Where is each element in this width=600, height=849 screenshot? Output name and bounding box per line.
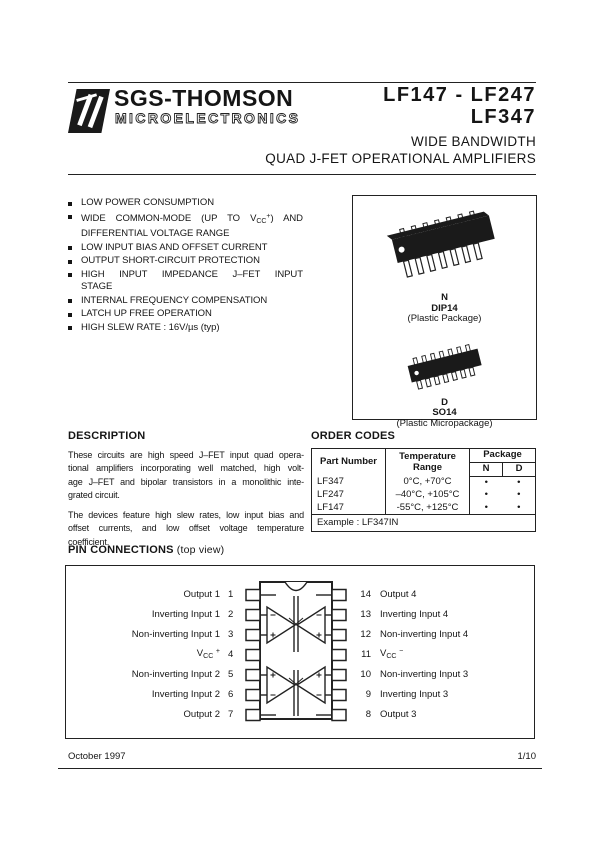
pin-number: 4	[228, 648, 234, 660]
part-line-1: LF147 - LF247	[383, 84, 536, 106]
footer-rule	[58, 768, 542, 769]
page-footer	[68, 751, 536, 762]
part-numbers	[383, 84, 536, 128]
bullet-square-icon	[68, 246, 72, 250]
pin-number: 7	[228, 708, 234, 720]
pin-label: Inverting Input 3	[380, 688, 449, 700]
pin-number: 2	[228, 608, 234, 620]
pin-label: $V_{CC}$ +	[196, 648, 220, 660]
order-cell-package-n: •	[484, 489, 488, 500]
pin-label: Output 1	[183, 588, 220, 600]
pin-row-right	[356, 624, 534, 644]
feature-line: OUTPUT SHORT-CIRCUIT PROTECTION	[81, 255, 260, 266]
pin-label: $V_{CC}$ −	[380, 648, 404, 660]
so14-name: SO14	[432, 407, 457, 418]
order-cell-temp: –40°C, +105°C	[386, 489, 470, 502]
pin-label: Inverting Input 2	[151, 688, 220, 700]
pin-number: 10	[360, 668, 371, 680]
bullet-square-icon	[68, 215, 72, 219]
feature-line: DIFFERENTIAL VOLTAGE RANGE	[81, 228, 230, 239]
order-codes-table	[311, 448, 536, 532]
pin-label: Output 2	[183, 708, 220, 720]
pin-label: Output 3	[380, 708, 417, 720]
dip14-illustration	[375, 204, 515, 288]
feature-text	[81, 255, 303, 268]
pin-row-right	[356, 584, 534, 604]
feature-text	[81, 269, 303, 294]
feature-item	[68, 211, 304, 241]
order-cell-temp: -55°C, +125°C	[386, 502, 470, 515]
brand-subtitle: MICROELECTRONICS	[115, 110, 301, 126]
dip14-name: DIP14	[431, 302, 458, 314]
order-cell-package-n: •	[484, 476, 488, 488]
pin-row-right	[356, 644, 534, 664]
description-line: age J–FET and bipolar transistors in a monolithic inte-	[68, 476, 304, 487]
pin-label: Inverting Input 4	[380, 608, 449, 620]
order-example: Example : LF347IN	[312, 515, 536, 532]
pin-number: 12	[360, 628, 371, 640]
feature-text	[81, 197, 303, 210]
pin-row-left	[66, 604, 242, 624]
pin-label: Inverting Input 1	[151, 608, 220, 620]
order-cell-package-d: •	[517, 489, 521, 500]
feature-text	[81, 295, 303, 308]
footer-page-number: 1/10	[517, 751, 536, 762]
header-top-rule	[68, 82, 536, 83]
pin-number: 11	[361, 648, 371, 660]
pin-row-left	[66, 584, 242, 604]
pin-number: 6	[228, 688, 234, 700]
feature-item	[68, 197, 304, 210]
pin-number: 8	[365, 708, 371, 720]
package-box	[352, 195, 537, 429]
dip14-desc: (Plastic Package)	[407, 313, 482, 324]
so14-code: D	[441, 396, 448, 408]
pin-label: Non-inverting Input 3	[380, 668, 469, 680]
pin-number: 9	[365, 688, 371, 700]
feature-line: HIGH SLEW RATE : 16V/µs (typ)	[81, 321, 220, 333]
pin-label: Non-inverting Input 1	[131, 628, 220, 640]
feature-item	[68, 295, 304, 308]
feature-line: LOW INPUT BIAS AND OFFSET CURRENT	[81, 241, 268, 253]
bullet-square-icon	[68, 326, 72, 330]
description-line: coefficient.	[68, 536, 110, 547]
feature-text	[81, 242, 303, 255]
bullet-square-icon	[68, 313, 72, 317]
col-header-package-n: N	[470, 463, 503, 477]
col-header-package-d: D	[503, 463, 536, 477]
feature-item	[68, 308, 304, 321]
superscript: +	[215, 648, 220, 655]
col-header-part-number: Part Number	[312, 449, 386, 477]
feature-item	[68, 269, 304, 294]
order-row	[312, 476, 536, 489]
feature-item	[68, 255, 304, 268]
pin-number: 13	[360, 608, 371, 620]
pin-connections-title: PIN CONNECTIONS	[68, 544, 174, 556]
feature-line: LOW POWER CONSUMPTION	[81, 197, 215, 208]
pin-row-right	[356, 684, 534, 704]
part-line-2: LF347	[470, 106, 536, 128]
feature-line: STAGE	[81, 281, 113, 292]
feature-line: WIDE COMMON-MODE (UP TO $V_{CC}^+$) AND	[81, 212, 303, 225]
order-cell-package-d: •	[517, 476, 521, 488]
pin-connections-box	[65, 565, 535, 739]
feature-line: LATCH UP FREE OPERATION	[81, 308, 212, 319]
subscript: CC	[386, 653, 397, 660]
col-header-package: Package	[470, 449, 536, 463]
order-codes-section	[311, 430, 535, 532]
pin-row-left	[66, 684, 242, 704]
feature-line: INTERNAL FREQUENCY COMPENSATION	[81, 294, 268, 306]
doc-title	[265, 133, 536, 167]
order-cell-part: LF147	[312, 502, 386, 515]
superscript: +	[266, 212, 271, 220]
pin-number: 14	[360, 588, 371, 600]
description-paragraph	[68, 449, 304, 502]
description-line: The devices feature high slew rates, low input bias and	[68, 510, 304, 521]
header-bottom-rule	[68, 174, 536, 175]
so14-caption	[353, 398, 536, 430]
subscript: CC	[203, 653, 214, 660]
feature-item	[68, 242, 304, 255]
feature-item	[68, 322, 304, 335]
description-section	[68, 430, 304, 549]
pin-number: 5	[228, 668, 234, 680]
bullet-square-icon	[68, 260, 72, 264]
subscript: CC	[256, 217, 267, 225]
order-codes-heading: ORDER CODES	[311, 430, 396, 442]
dip14-code: N	[441, 292, 448, 303]
description-line: offset currents, and low offset voltage temperature	[68, 523, 304, 534]
feature-text	[81, 308, 303, 321]
superscript: −	[399, 648, 404, 655]
col-header-temperature-range: Temperature Range	[386, 449, 470, 477]
pin-label: Output 4	[380, 588, 417, 600]
feature-line: HIGH INPUT IMPEDANCE J–FET INPUT	[81, 268, 303, 280]
feature-text	[81, 322, 303, 335]
dip14-caption	[353, 293, 536, 325]
brand-name: SGS-THOMSON	[114, 85, 294, 111]
pin-number: 1	[228, 588, 234, 600]
doc-title-line-1: WIDE BANDWIDTH	[411, 134, 536, 149]
pin-row-left	[66, 664, 242, 684]
pin-label: Non-inverting Input 4	[380, 628, 469, 640]
order-cell-part: LF247	[312, 489, 386, 502]
pin-row-right	[356, 604, 534, 624]
pin-connections-suffix: (top view)	[173, 544, 225, 556]
pin-row-left	[66, 624, 242, 644]
order-row	[312, 502, 536, 515]
description-line: These circuits are high speed J–FET input quad opera-	[68, 450, 304, 460]
bullet-square-icon	[68, 299, 72, 303]
order-cell-package-n: •	[484, 501, 488, 513]
pin-number: 3	[228, 628, 234, 640]
pin-row-left	[66, 704, 242, 724]
st-logo-icon	[68, 87, 110, 135]
pin-row-left	[66, 644, 242, 664]
pin-row-right	[356, 704, 534, 724]
feature-text	[81, 211, 303, 241]
order-cell-package-d: •	[517, 501, 521, 513]
description-line: tional amplifiers incorporating well matched, high volt-	[68, 463, 304, 474]
so14-illustration	[389, 341, 501, 393]
order-cell-temp: 0°C, +70°C	[386, 476, 470, 489]
description-line: grated circuit.	[68, 489, 120, 500]
pin-row-right	[356, 664, 534, 684]
bullet-square-icon	[68, 273, 72, 277]
description-heading: DESCRIPTION	[68, 430, 146, 442]
order-cell-part: LF347	[312, 476, 386, 489]
pin-connections-heading	[68, 544, 224, 556]
bullet-square-icon	[68, 202, 72, 206]
order-row	[312, 489, 536, 502]
doc-title-line-2: QUAD J-FET OPERATIONAL AMPLIFIERS	[265, 151, 536, 166]
feature-list	[68, 197, 304, 335]
pin-label: Non-inverting Input 2	[131, 668, 220, 680]
footer-date: October 1997	[68, 751, 126, 762]
so14-desc: (Plastic Micropackage)	[396, 417, 493, 429]
